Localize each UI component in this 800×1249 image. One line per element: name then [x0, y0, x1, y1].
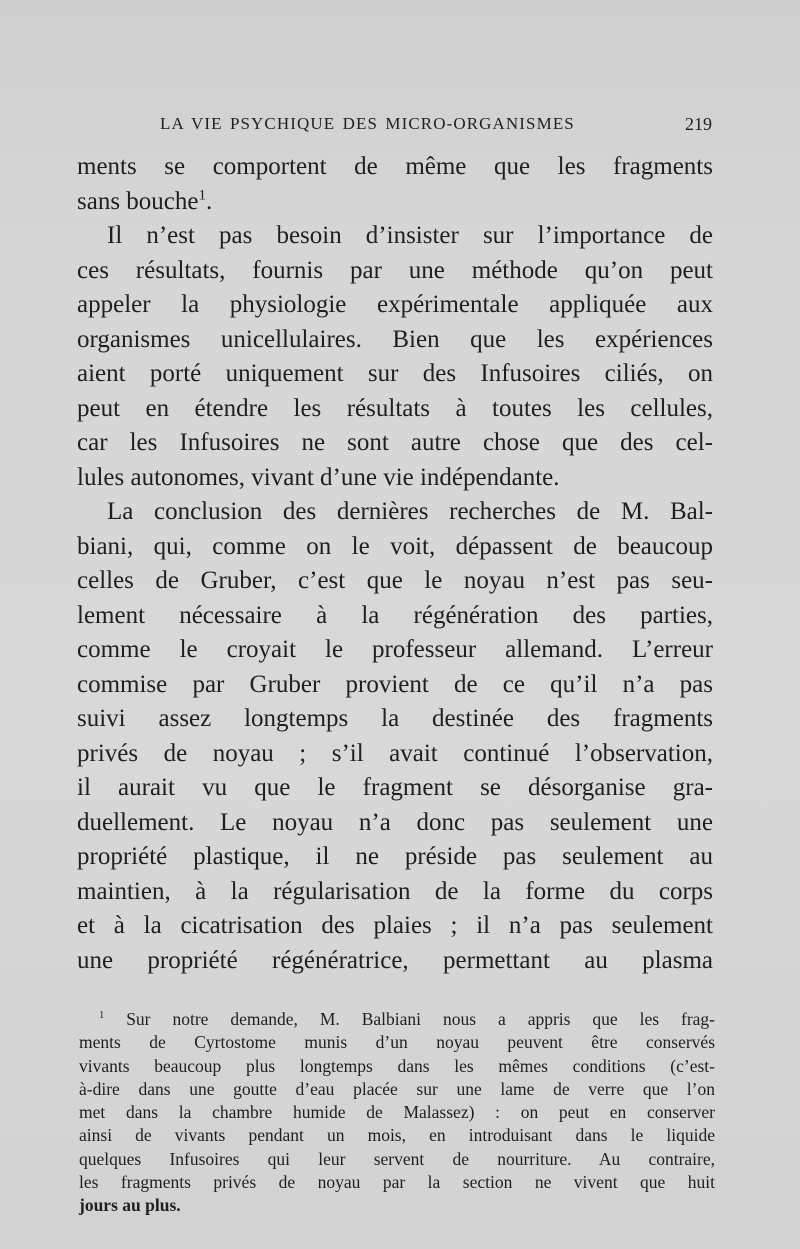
text-line: et à la cicatrisation des plaies ; il n’a pas seulement: [77, 912, 713, 939]
text-line: appeler la physiologie expérimentale appliquée aux: [77, 291, 713, 318]
footnote-reference: 1: [198, 186, 206, 203]
footnote-marker: 1: [99, 1010, 105, 1022]
paragraph-start-line: La conclusion des dernières recherches de M. Bal-: [107, 498, 713, 525]
text-line: commise par Gruber provient de ce qu’il n’a pas: [77, 670, 713, 698]
text-line: lules autonomes, vivant d’une vie indépendante.: [77, 463, 560, 491]
footnote-line: jours au plus.: [79, 1195, 181, 1216]
footnote: [79, 1008, 715, 1218]
text-line: aient porté uniquement sur des Infusoires ciliés, on: [77, 360, 713, 387]
text-line: propriété plastique, il ne préside pas seulement au: [77, 843, 713, 870]
footnote-line: met dans la chambre humide de Malassez) : on peut en conserver: [79, 1102, 715, 1123]
text-line: celles de Gruber, c’est que le noyau n’est pas seu-: [77, 567, 713, 594]
text-line: ments se comportent de même que les fragments: [77, 153, 713, 180]
paragraph-start-line: Il n’est pas besoin d’insister sur l’importance de: [107, 222, 713, 249]
footnote-line: ainsi de vivants pendant un mois, en introduisant dans le liquide: [79, 1125, 715, 1146]
text-line: lement nécessaire à la régénération des parties,: [77, 601, 713, 629]
text-line: il aurait vu que le fragment se désorganise gra-: [77, 774, 713, 801]
sentence-end: .: [206, 187, 213, 215]
footnote-line: à-dire dans une goutte d’eau placée sur une lame de verre que l’on: [79, 1078, 715, 1099]
page-number: 219: [685, 114, 712, 134]
text-line: maintien, à la régularisation de la forme du corps: [77, 877, 713, 905]
text-line: comme le croyait le professeur allemand. L’erreur: [77, 636, 713, 663]
text-line: une propriété régénératrice, permettant au plasma: [77, 946, 713, 974]
text-line: peut en étendre les résultats à toutes les cellules,: [77, 394, 713, 422]
text-line: car les Infusoires ne sont autre chose que des cel-: [77, 429, 713, 456]
text-line: biani, qui, comme on le voit, dépassent de beaucoup: [77, 532, 713, 560]
main-text: [77, 150, 713, 978]
text-line: organismes unicellulaires. Bien que les expériences: [77, 325, 713, 353]
text-line-content: sans bouche: [77, 187, 199, 215]
footnote-line-content: Sur notre demande, M. Balbiani nous a appris que les frag-: [126, 1009, 716, 1029]
text-line: suivi assez longtemps la destinée des fragments: [77, 705, 713, 732]
footnote-line: les fragments privés de noyau par la section ne vivent que huit: [79, 1172, 715, 1193]
text-line: [77, 185, 713, 220]
footnote-line: vivants beaucoup plus longtemps dans les mêmes conditions (c’est-: [79, 1055, 715, 1076]
running-title: LA VIE PSYCHIQUE DES MICRO-ORGANISMES: [160, 114, 575, 133]
text-line: privés de noyau ; s’il avait continué l’observation,: [77, 739, 713, 767]
footnote-line: [79, 1008, 715, 1031]
footnote-line: ments de Cyrtostome munis d’un noyau peuvent être conservés: [79, 1032, 715, 1053]
running-head: [160, 114, 712, 136]
text-line: ces résultats, fournis par une méthode qu’on peut: [77, 256, 713, 284]
footnote-line: quelques Infusoires qui leur servent de nourriture. Au contraire,: [79, 1148, 715, 1169]
text-line: duellement. Le noyau n’a donc pas seulement une: [77, 808, 713, 836]
